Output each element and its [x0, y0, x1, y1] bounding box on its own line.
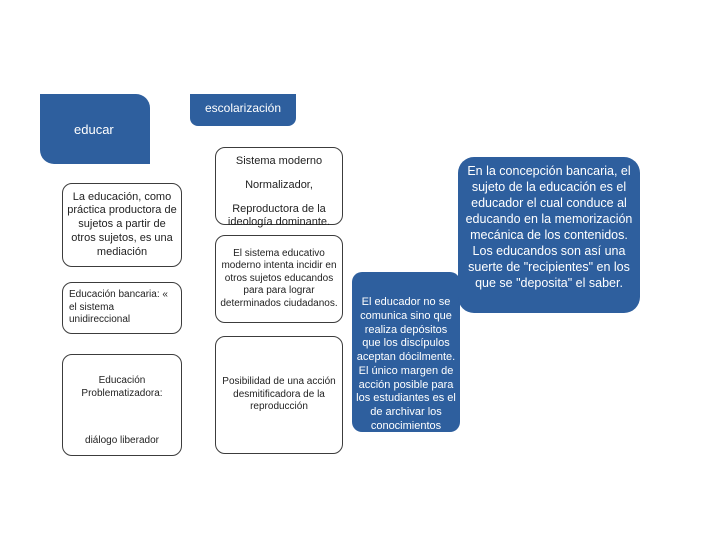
sistema-educativo-text: El sistema educativo moderno intenta incidir en otros sujetos educandos para para lograr determinados ciudadanos. [220, 247, 338, 309]
sistema-educativo-box [215, 235, 343, 323]
concepcion-bancaria-box [458, 157, 640, 313]
educar-label: educar [74, 122, 114, 137]
educar-box [40, 94, 150, 164]
educador-text: El educador no se comunica sino que realiza depósitos que los discípulos aceptan dócilmente. El único margen de acción posible para los estudiantes es el de archivar los conocimientos [356, 296, 456, 432]
sistema-moderno-box [215, 147, 343, 229]
normalizador-text: Normalizador, [245, 178, 313, 191]
escolarizacion-box [190, 94, 296, 126]
mediacion-box [62, 183, 182, 267]
educacion-bancaria-box [62, 282, 182, 334]
educacion-problematizadora-box [62, 354, 182, 456]
educacion-bancaria-text: Educación bancaria: « el sistema unidireccional [69, 289, 168, 326]
reproductora-text: Reproductora de la ideología dominante. [227, 202, 331, 229]
sistema-moderno-text: Sistema moderno [235, 155, 323, 167]
educador-box [352, 272, 460, 432]
posibilidad-text: Posibilidad de una acción desmitificadora de la reproducción [222, 376, 336, 413]
concepcion-bancaria-text: En la concepción bancaria, el sujeto de la educación es el educador el cual conduce al educando en la memorización mecánica de los contenidos. Los educandos son así una suerte de "recipientes" en los que se "deposita" el saber. [465, 164, 633, 290]
mediacion-text: La educación, como práctica productora de sujetos a partir de otros sujetos, es una mediación [67, 190, 177, 258]
problematizadora-subtitle: diálogo liberador [85, 434, 159, 446]
problematizadora-title: Educación Problematizadora: [81, 375, 163, 399]
posibilidad-box [215, 336, 343, 454]
escolarizacion-label: escolarización [204, 100, 282, 115]
